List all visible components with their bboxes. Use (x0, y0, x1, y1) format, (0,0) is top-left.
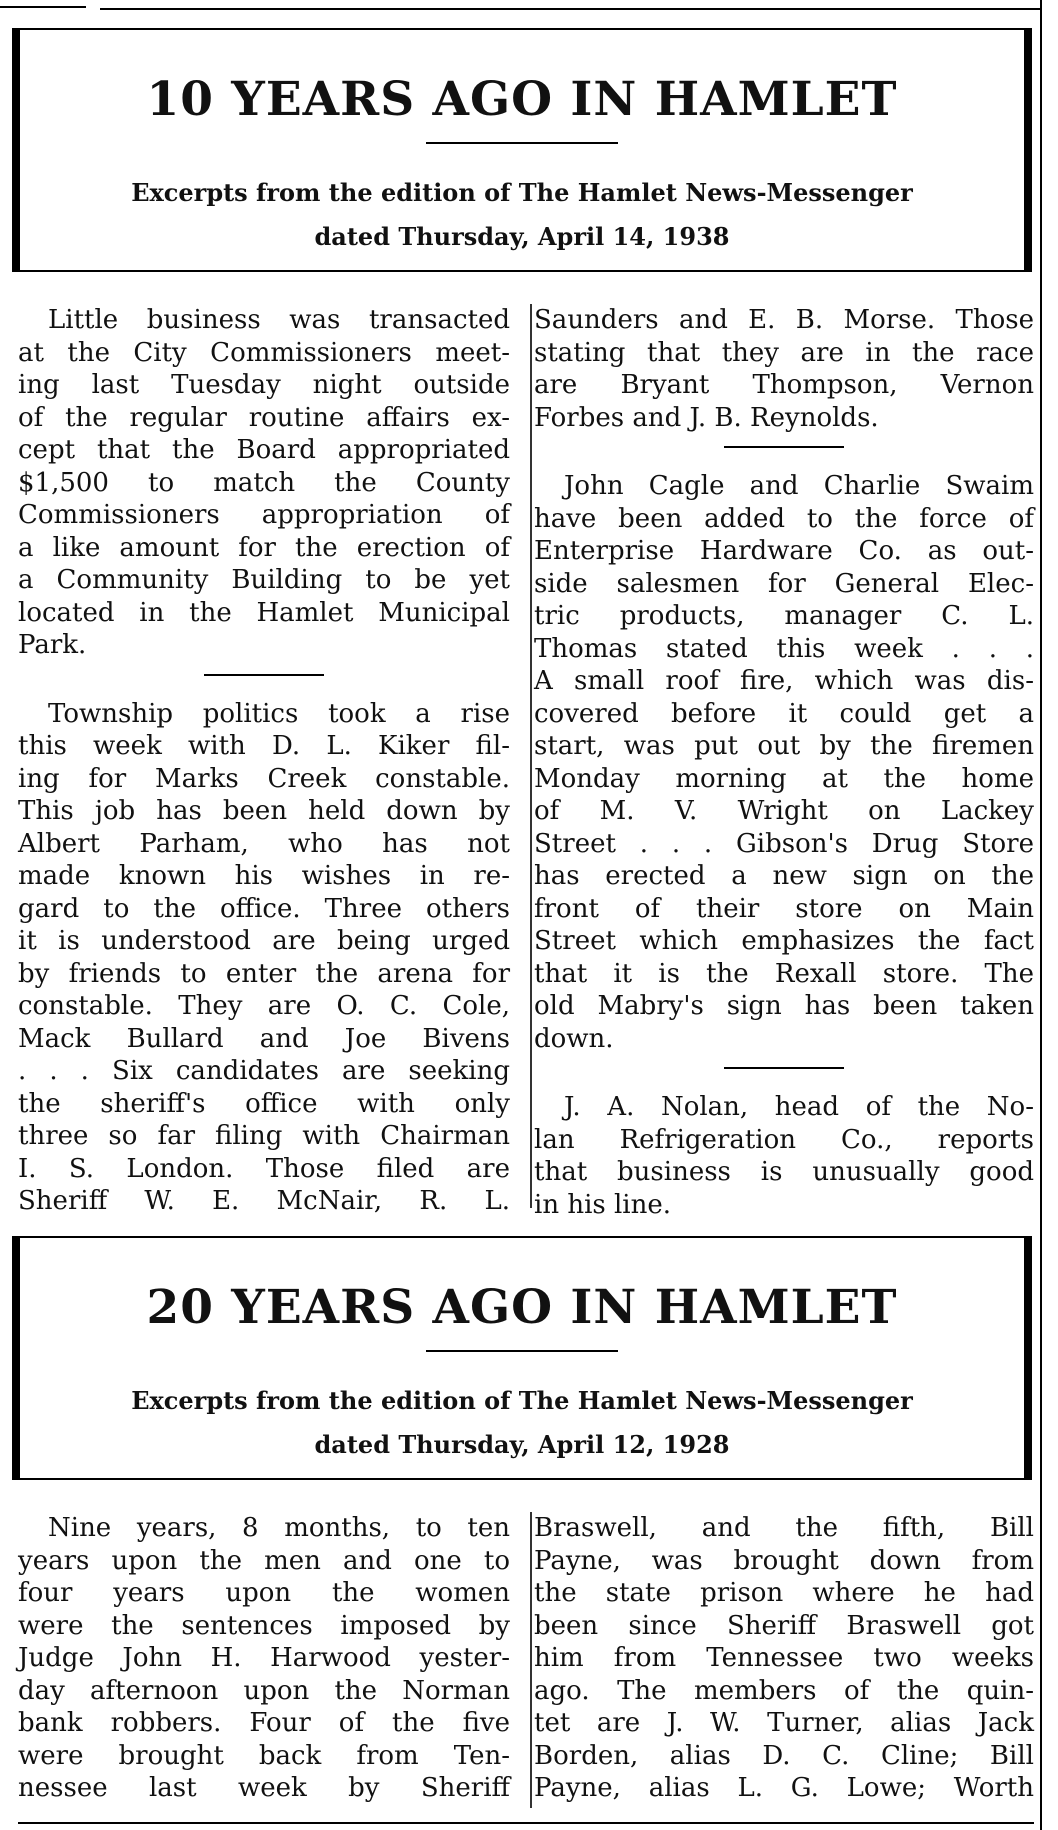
text-line: Braswell, and the fifth, Bill (534, 1513, 1034, 1543)
text-line: I. S. London. Those filed are (18, 1153, 510, 1184)
section-1-subtitle-line-2: dated Thursday, April 14, 1938 (314, 222, 730, 251)
text-line: Little business was transacted (48, 305, 510, 335)
text-line: Street which emphasizes the fact (534, 926, 1034, 956)
text-line: ago. The members of the quin- (534, 1675, 1034, 1706)
paragraph-separator-rule (724, 1067, 844, 1069)
text-line: been since Sheriff Braswell got (534, 1610, 1034, 1641)
paragraph-separator-rule (204, 674, 324, 676)
text-line: tric products, manager C. L. (534, 601, 1034, 631)
text-line: $1,500 to match the County (18, 467, 510, 498)
section-1-title-rule (426, 142, 618, 144)
text-line: front of their store on Main (534, 893, 1034, 924)
section-2-column-divider (530, 1512, 532, 1808)
text-line: Monday morning at the home (534, 763, 1034, 794)
text-line: a Community Building to be yet (18, 565, 510, 595)
text-line: Judge John H. Harwood yester- (18, 1643, 510, 1673)
text-line: covered before it could get a (534, 698, 1034, 729)
text-line: Payne, was brought down from (534, 1545, 1034, 1576)
text-line: the sheriff's office with only (18, 1088, 510, 1119)
text-line: him from Tennessee two weeks (534, 1643, 1034, 1673)
text-line: were the sentences imposed by (18, 1610, 510, 1641)
section-2-right-column (534, 1512, 1034, 1805)
section-1-right-paragraph-1 (534, 304, 1034, 434)
right-edge-rule (1040, 0, 1042, 1830)
text-line: gard to the office. Three others (18, 893, 510, 924)
text-line: Payne, alias L. G. Lowe; Worth (534, 1773, 1034, 1803)
text-line: tet are J. W. Turner, alias Jack (534, 1708, 1034, 1738)
text-line: Commissioners appropriation of (18, 500, 510, 530)
text-line: Township politics took a rise (48, 698, 510, 729)
text-line: ing for Marks Creek constable. (18, 763, 510, 794)
top-edge-rule (0, 6, 86, 8)
text-line: Park. (18, 630, 87, 660)
text-line: Sheriff W. E. McNair, R. L. (18, 1186, 510, 1216)
section-1-right-paragraph-2 (534, 470, 1034, 1055)
text-line: of M. V. Wright on Lackey (534, 796, 1034, 826)
text-line: constable. They are O. C. Cole, (18, 991, 510, 1021)
section-1-right-paragraph-3 (534, 1091, 1034, 1221)
text-line: Saunders and E. B. Morse. Those (534, 305, 1034, 335)
text-line: years upon the men and one to (18, 1545, 510, 1576)
section-1-title: 10 YEARS AGO IN HAMLET (146, 72, 898, 127)
section-1-subtitle-line-1: Excerpts from the edition of The Hamlet News-Messenger (131, 178, 913, 207)
section-2-title: 20 YEARS AGO IN HAMLET (146, 1280, 898, 1335)
text-line: . . . Six candidates are seeking (18, 1056, 510, 1086)
text-line: it is understood are being urged (18, 926, 510, 956)
text-line: start, was put out by the firemen (534, 731, 1034, 761)
text-line: the state prison where he had (534, 1578, 1034, 1608)
section-1-left-paragraph-1 (18, 304, 510, 662)
section-2-subtitle-line-1: Excerpts from the edition of The Hamlet News-Messenger (131, 1386, 913, 1415)
text-line: side salesmen for General Elec- (534, 568, 1034, 599)
text-line: has erected a new sign on the (534, 861, 1034, 891)
text-line: This job has been held down by (18, 796, 510, 826)
section-2-left-column (18, 1512, 510, 1805)
text-line: that business is unusually good (534, 1157, 1034, 1187)
section-2-header-box (12, 1236, 1032, 1480)
text-line: bank robbers. Four of the five (18, 1708, 510, 1738)
text-line: were brought back from Ten- (18, 1740, 510, 1771)
text-line: Nine years, 8 months, to ten (48, 1513, 510, 1543)
text-line: Thomas stated this week . . . (534, 633, 1034, 664)
text-line: Mack Bullard and Joe Bivens (18, 1023, 510, 1054)
section-2-left-paragraph-1 (18, 1512, 510, 1805)
text-line: cept that the Board appropriated (18, 435, 510, 465)
text-line: made known his wishes in re- (18, 861, 510, 891)
section-1-left-paragraph-2 (18, 698, 510, 1218)
text-line: are Bryant Thompson, Vernon (534, 370, 1034, 400)
section-1-left-column (18, 304, 510, 1218)
section-1-header-box (12, 28, 1032, 272)
text-line: located in the Hamlet Municipal (18, 597, 510, 628)
text-line: have been added to the force of (534, 503, 1034, 534)
text-line: by friends to enter the arena for (18, 958, 510, 989)
text-line: ing last Tuesday night outside (18, 370, 510, 400)
text-line: that it is the Rexall store. The (534, 958, 1034, 989)
text-line: at the City Commissioners meet- (18, 337, 510, 368)
text-line: three so far filing with Chairman (18, 1121, 510, 1151)
text-line: down. (534, 1023, 614, 1054)
section-1-right-column (534, 304, 1034, 1221)
text-line: nessee last week by Sheriff (18, 1773, 510, 1803)
paragraph-separator-rule (724, 446, 844, 448)
text-line: stating that they are in the race (534, 337, 1034, 368)
text-line: old Mabry's sign has been taken (534, 991, 1034, 1021)
text-line: A small roof fire, which was dis- (534, 666, 1034, 696)
text-line: a like amount for the erection of (18, 532, 510, 563)
text-line: in his line. (534, 1189, 672, 1220)
text-line: J. A. Nolan, head of the No- (564, 1092, 1034, 1122)
section-2-right-paragraph-1 (534, 1512, 1034, 1805)
text-line: Street . . . Gibson's Drug Store (534, 828, 1034, 859)
text-line: Forbes and J. B. Reynolds. (534, 402, 879, 433)
text-line: John Cagle and Charlie Swaim (564, 471, 1034, 501)
text-line: lan Refrigeration Co., reports (534, 1124, 1034, 1155)
top-edge-rule-long (100, 8, 1040, 10)
text-line: of the regular routine affairs ex- (18, 402, 510, 433)
text-line: Enterprise Hardware Co. as out- (534, 536, 1034, 566)
text-line: four years upon the women (18, 1578, 510, 1608)
text-line: this week with D. L. Kiker fil- (18, 731, 510, 761)
section-2-title-rule (426, 1350, 618, 1352)
section-1-column-divider (530, 304, 532, 1208)
text-line: day afternoon upon the Norman (18, 1675, 510, 1706)
text-line: Albert Parham, who has not (18, 828, 510, 859)
section-2-subtitle-line-2: dated Thursday, April 12, 1928 (314, 1430, 730, 1459)
bottom-rule (18, 1822, 1034, 1824)
text-line: Borden, alias D. C. Cline; Bill (534, 1740, 1034, 1771)
